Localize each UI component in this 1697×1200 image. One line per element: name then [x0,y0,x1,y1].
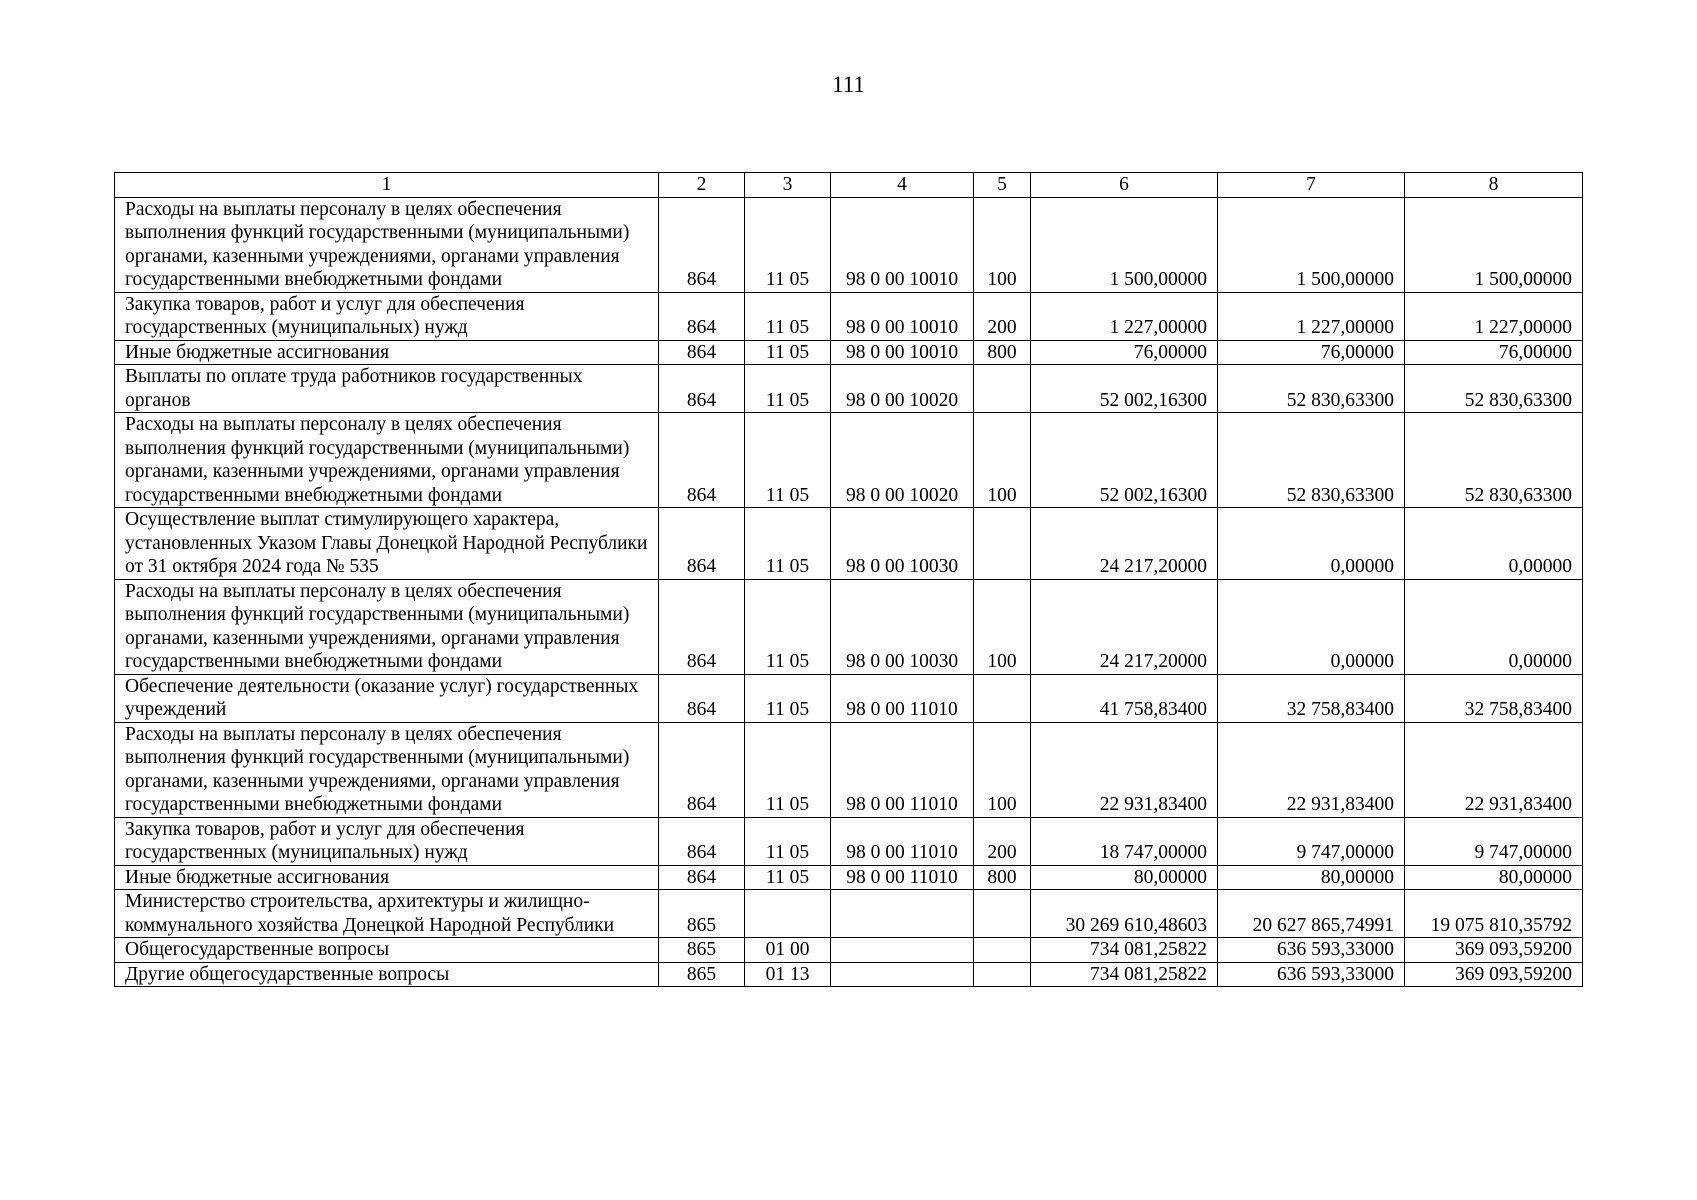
cell-expense-type-code: 800 [974,865,1031,890]
cell-amount-col6: 1 500,00000 [1031,197,1218,292]
table-row [115,817,1583,865]
expense-name-text: Расходы на выплаты персоналу в целях обеспечения выполнения функций государственными (муниципальными) органами, казенными учреждениями, органами управления государственными внебюджетными фондами [125,414,630,506]
table-row [115,365,1583,413]
cell-amount-col6: 24 217,20000 [1031,579,1218,674]
table-row [115,962,1583,987]
cell-expense-name [115,865,659,890]
cell-expense-name [115,340,659,365]
cell-amount-col6: 734 081,25822 [1031,938,1218,963]
column-header-2: 2 [659,173,745,198]
cell-amount-col8: 52 830,63300 [1405,365,1583,413]
cell-amount-col7: 1 227,00000 [1218,292,1405,340]
budget-table [114,172,1583,987]
cell-section-code: 11 05 [745,674,831,722]
cell-expense-name [115,508,659,580]
cell-amount-col7: 52 830,63300 [1218,365,1405,413]
cell-expense-name [115,722,659,817]
expense-name-text: Обеспечение деятельности (оказание услуг) государственных учреждений [125,675,639,720]
cell-target-item-code: 98 0 00 10010 [831,292,974,340]
cell-amount-col8: 1 227,00000 [1405,292,1583,340]
cell-expense-type-code: 800 [974,340,1031,365]
table-row [115,722,1583,817]
cell-amount-col6: 734 081,25822 [1031,962,1218,987]
cell-target-item-code: 98 0 00 11010 [831,817,974,865]
cell-amount-col8: 52 830,63300 [1405,413,1583,508]
cell-amount-col7: 636 593,33000 [1218,938,1405,963]
cell-expense-name [115,890,659,938]
cell-amount-col7: 20 627 865,74991 [1218,890,1405,938]
cell-amount-col8: 1 500,00000 [1405,197,1583,292]
cell-target-item-code [831,962,974,987]
cell-target-item-code: 98 0 00 10030 [831,579,974,674]
cell-expense-name [115,674,659,722]
cell-expense-type-code [974,962,1031,987]
cell-expense-type-code: 100 [974,579,1031,674]
cell-target-item-code: 98 0 00 10020 [831,365,974,413]
cell-amount-col8: 369 093,59200 [1405,962,1583,987]
table-row [115,340,1583,365]
cell-expense-name [115,292,659,340]
cell-expense-name [115,413,659,508]
cell-section-code: 11 05 [745,865,831,890]
cell-section-code: 11 05 [745,508,831,580]
expense-name-text: Выплаты по оплате труда работников государственных органов [125,366,583,411]
table-header [115,173,1583,198]
cell-target-item-code: 98 0 00 10010 [831,340,974,365]
cell-ministry-code: 864 [659,340,745,365]
cell-amount-col8: 0,00000 [1405,579,1583,674]
cell-amount-col6: 24 217,20000 [1031,508,1218,580]
cell-expense-type-code: 100 [974,413,1031,508]
cell-expense-name [115,579,659,674]
cell-amount-col8: 9 747,00000 [1405,817,1583,865]
cell-section-code: 11 05 [745,197,831,292]
cell-expense-type-code [974,890,1031,938]
expense-name-text: Закупка товаров, работ и услуг для обеспечения государственных (муниципальных) нужд [125,818,525,863]
cell-amount-col7: 52 830,63300 [1218,413,1405,508]
cell-target-item-code: 98 0 00 10020 [831,413,974,508]
cell-expense-type-code [974,674,1031,722]
cell-amount-col8: 19 075 810,35792 [1405,890,1583,938]
column-header-6: 6 [1031,173,1218,198]
cell-amount-col8: 369 093,59200 [1405,938,1583,963]
cell-amount-col8: 32 758,83400 [1405,674,1583,722]
cell-amount-col7: 636 593,33000 [1218,962,1405,987]
cell-expense-type-code: 100 [974,722,1031,817]
cell-ministry-code: 864 [659,579,745,674]
cell-ministry-code: 864 [659,865,745,890]
cell-expense-type-code [974,508,1031,580]
cell-expense-name [115,817,659,865]
cell-target-item-code: 98 0 00 10010 [831,197,974,292]
expense-name-text: Министерство строительства, архитектуры и жилищно-коммунального хозяйства Донецкой Народной Республики [125,891,615,936]
cell-section-code: 11 05 [745,292,831,340]
column-header-7: 7 [1218,173,1405,198]
cell-ministry-code: 864 [659,817,745,865]
cell-ministry-code: 865 [659,962,745,987]
expense-name-text: Осуществление выплат стимулирующего характера, установленных Указом Главы Донецкой Народной Республики от 31 октября 2024 года № 535 [125,509,648,577]
cell-expense-name [115,365,659,413]
page-number: 111 [832,72,865,97]
cell-section-code: 01 13 [745,962,831,987]
cell-section-code: 11 05 [745,413,831,508]
table-body [115,197,1583,987]
column-header-1: 1 [115,173,659,198]
cell-amount-col7: 9 747,00000 [1218,817,1405,865]
table-row [115,197,1583,292]
cell-target-item-code [831,890,974,938]
cell-section-code: 11 05 [745,365,831,413]
expense-name-text: Иные бюджетные ассигнования [125,341,390,363]
cell-ministry-code: 864 [659,413,745,508]
table-row [115,508,1583,580]
table-row [115,292,1583,340]
cell-section-code: 11 05 [745,722,831,817]
column-header-5: 5 [974,173,1031,198]
cell-ministry-code: 865 [659,890,745,938]
cell-ministry-code: 864 [659,292,745,340]
expense-name-text: Закупка товаров, работ и услуг для обеспечения государственных (муниципальных) нужд [125,293,525,338]
cell-ministry-code: 864 [659,674,745,722]
cell-expense-type-code: 100 [974,197,1031,292]
cell-amount-col8: 0,00000 [1405,508,1583,580]
cell-expense-type-code: 200 [974,292,1031,340]
cell-amount-col6: 18 747,00000 [1031,817,1218,865]
cell-ministry-code: 864 [659,508,745,580]
cell-amount-col8: 76,00000 [1405,340,1583,365]
expense-name-text: Расходы на выплаты персоналу в целях обеспечения выполнения функций государственными (муниципальными) органами, казенными учреждениями, органами управления государственными внебюджетными фондами [125,198,630,290]
table-row [115,938,1583,963]
cell-target-item-code [831,938,974,963]
cell-expense-name [115,938,659,963]
cell-target-item-code: 98 0 00 11010 [831,865,974,890]
cell-target-item-code: 98 0 00 11010 [831,722,974,817]
cell-expense-type-code [974,938,1031,963]
cell-section-code [745,890,831,938]
cell-amount-col7: 22 931,83400 [1218,722,1405,817]
cell-expense-type-code: 200 [974,817,1031,865]
cell-amount-col6: 52 002,16300 [1031,413,1218,508]
cell-ministry-code: 864 [659,197,745,292]
cell-section-code: 11 05 [745,817,831,865]
cell-expense-name [115,197,659,292]
cell-amount-col7: 0,00000 [1218,579,1405,674]
expense-name-text: Расходы на выплаты персоналу в целях обеспечения выполнения функций государственными (муниципальными) органами, казенными учреждениями, органами управления государственными внебюджетными фондами [125,723,630,815]
cell-section-code: 11 05 [745,340,831,365]
cell-amount-col6: 76,00000 [1031,340,1218,365]
cell-target-item-code: 98 0 00 11010 [831,674,974,722]
column-header-3: 3 [745,173,831,198]
header-row [115,173,1583,198]
expense-name-text: Другие общегосударственные вопросы [125,963,450,985]
table-row [115,674,1583,722]
cell-amount-col7: 80,00000 [1218,865,1405,890]
cell-target-item-code: 98 0 00 10030 [831,508,974,580]
cell-amount-col6: 52 002,16300 [1031,365,1218,413]
cell-ministry-code: 865 [659,938,745,963]
cell-amount-col7: 32 758,83400 [1218,674,1405,722]
table-row [115,865,1583,890]
cell-section-code: 01 00 [745,938,831,963]
cell-amount-col7: 1 500,00000 [1218,197,1405,292]
column-header-8: 8 [1405,173,1583,198]
table-row [115,413,1583,508]
cell-amount-col6: 30 269 610,48603 [1031,890,1218,938]
table-row [115,890,1583,938]
cell-amount-col7: 0,00000 [1218,508,1405,580]
cell-ministry-code: 864 [659,365,745,413]
cell-amount-col6: 41 758,83400 [1031,674,1218,722]
expense-name-text: Иные бюджетные ассигнования [125,866,390,888]
cell-section-code: 11 05 [745,579,831,674]
cell-amount-col6: 22 931,83400 [1031,722,1218,817]
cell-amount-col6: 80,00000 [1031,865,1218,890]
cell-amount-col7: 76,00000 [1218,340,1405,365]
cell-amount-col8: 22 931,83400 [1405,722,1583,817]
column-header-4: 4 [831,173,974,198]
expense-name-text: Общегосударственные вопросы [125,939,390,960]
cell-amount-col6: 1 227,00000 [1031,292,1218,340]
cell-amount-col8: 80,00000 [1405,865,1583,890]
cell-expense-type-code [974,365,1031,413]
cell-expense-name [115,962,659,987]
expense-name-text: Расходы на выплаты персоналу в целях обеспечения выполнения функций государственными (муниципальными) органами, казенными учреждениями, органами управления государственными внебюджетными фондами [125,580,630,672]
cell-ministry-code: 864 [659,722,745,817]
table-row [115,579,1583,674]
